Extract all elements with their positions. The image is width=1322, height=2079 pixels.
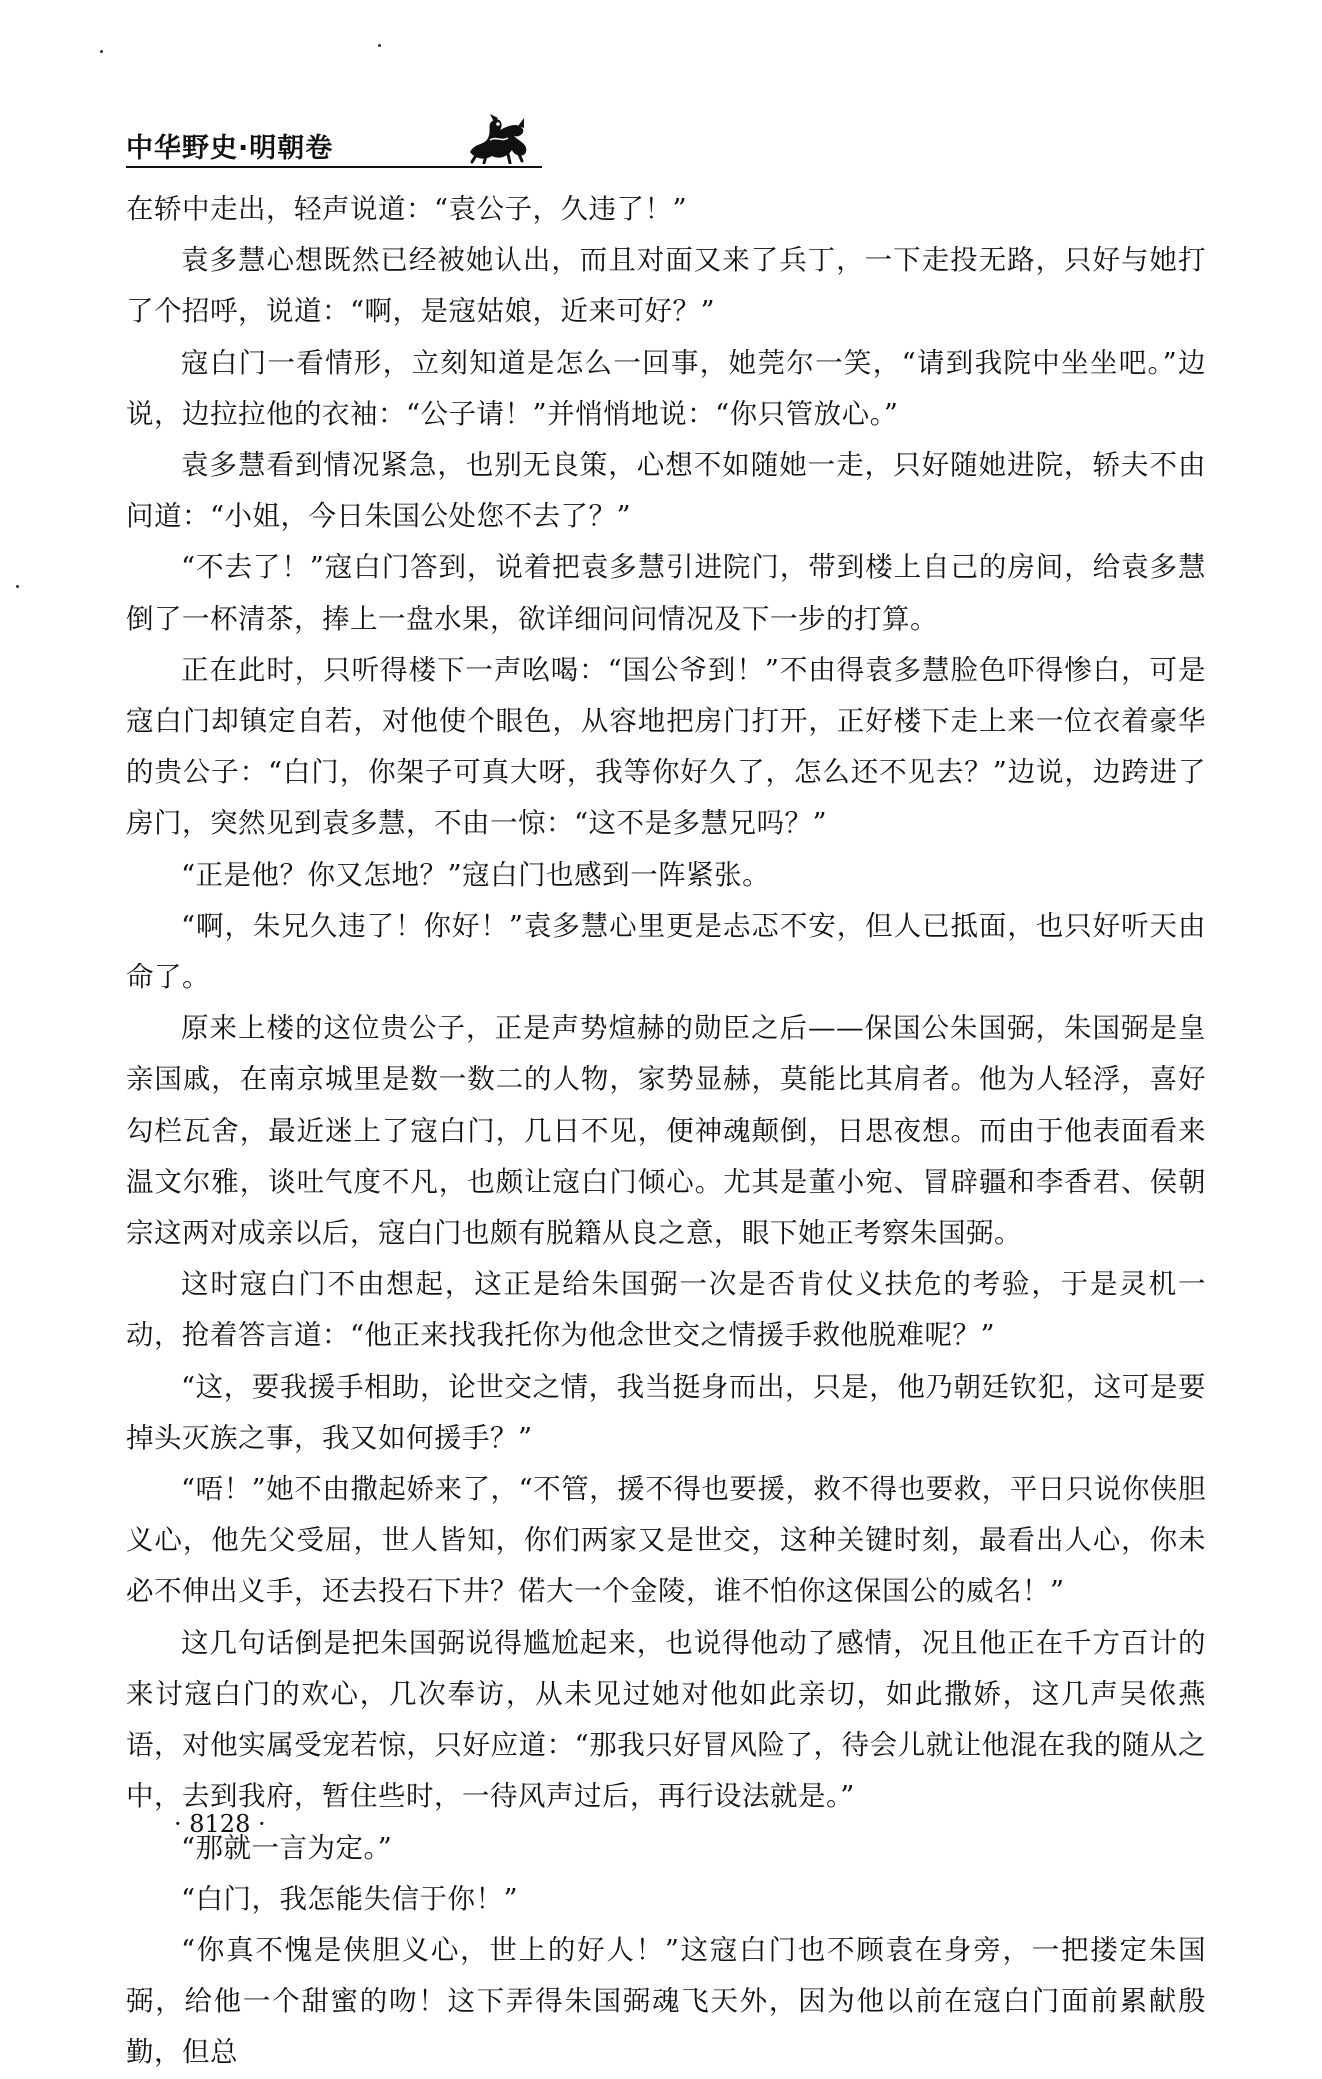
paragraph: 在轿中走出，轻声说道：“袁公子，久违了！” [126,193,688,225]
paragraph: 这时寇白门不由想起，这正是给朱国弼一次是否肯仗义扶危的考验，于是灵机一动，抢着答言道：“他正来找我托你为他念世交之情援手救他脱难呢？” [126,1268,1206,1352]
page-number: · 8128 · [174,1810,266,1838]
scan-speck [100,50,103,53]
running-header [126,112,544,168]
scan-speck [16,585,19,588]
paragraph: 正在此时，只听得楼下一声吆喝：“国公爷到！”不由得袁多慧脸色吓得惨白，可是寇白门却镇定自若，对他使个眼色，从容地把房门打开，正好楼下走上来一位衣着豪华的贵公子：“白门，你架子可真大呀，我等你好久了，怎么还不见去？”边说，边跨进了房门，突然见到袁多慧，不由一惊：“这不是多慧兄吗？” [126,653,1206,840]
book-series-title: 中华野史·明朝卷 [126,133,334,164]
paragraph: 袁多慧心想既然已经被她认出，而且对面又来了兵丁，一下走投无路，只好与她打了个招呼，说道：“啊，是寇姑娘，近来可好？” [126,244,1206,328]
paragraph: “这，要我援手相助，论世交之情，我当挺身而出，只是，他乃朝廷钦犯，这可是要掉头灭族之事，我又如何援手？” [126,1370,1206,1454]
paragraph: “唔！”她不由撒起娇来了，“不管，援不得也要援，救不得也要救，平日只说你侠胆义心，他先父受屈，世人皆知，你们两家又是世交，这种关键时刻，最看出人心，你未必不伸出义手，还去投石下井？偌大一个金陵，谁不怕你这保国公的威名！” [126,1473,1206,1608]
paragraph: “正是他？你又怎地？”寇白门也感到一阵紧张。 [181,858,771,891]
scan-speck [378,44,381,47]
paragraph: “白门，我怎能失信于你！” [181,1882,519,1915]
page-body [126,184,1206,2079]
paragraph: “啊，朱兄久违了！你好！”袁多慧心里更是忐忑不安，但人已抵面，也只好听天由命了。 [126,909,1206,994]
paragraph: “那就一言为定。” [181,1831,393,1864]
paragraph: “不去了！”寇白门答到，说着把袁多慧引进院门，带到楼上自己的房间，给袁多慧倒了一杯清茶，捧上一盘水果，欲详细问问情况及下一步的打算。 [126,551,1206,635]
paragraph: “你真不愧是侠胆义心，世上的好人！”这寇白门也不顾袁在身旁，一把搂定朱国弼，给他一个甜蜜的吻！这下弄得朱国弼魂飞天外，因为他以前在寇白门面前累献殷勤，但总 [126,1933,1206,2069]
paragraph: 袁多慧看到情况紧急，也别无良策，心想不如随她一走，只好随她进院，轿夫不由问道：“小姐，今日朱国公处您不去了？” [126,449,1206,533]
paragraph: 寇白门一看情形，立刻知道是怎么一回事，她莞尔一笑，“请到我院中坐坐吧。”边说，边拉拉他的衣袖：“公子请！”并悄悄地说：“你只管放心。” [126,346,1206,430]
paragraph: 这几句话倒是把朱国弼说得尴尬起来，也说得他动了感情，况且他正在千方百计的来讨寇白门的欢心，几次奉访，从未见过她对他如此亲切，如此撒娇，这几声吴侬燕语，对他实属受宠若惊，只好应道：“那我只好冒风险了，待会儿就让他混在我的随从之中，去到我府，暂住些时，一待风声过后，再行设法就是。” [126,1626,1206,1813]
header-rule [126,166,542,168]
dragon-emblem-icon [464,112,534,164]
paragraph: 原来上楼的这位贵公子，正是声势煊赫的勋臣之后——保国公朱国弼，朱国弼是皇亲国戚，在南京城里是数一数二的人物，家势显赫，莫能比其肩者。他为人轻浮，喜好勾栏瓦舍，最近迷上了寇白门，几日不见，便神魂颠倒，日思夜想。而由于他表面看来温文尔雅，谈吐气度不凡，也颇让寇白门倾心。尤其是董小宛、冒辟疆和李香君、侯朝宗这两对成亲以后，寇白门也颇有脱籍从良之意，眼下她正考察朱国弼。 [126,1012,1206,1250]
